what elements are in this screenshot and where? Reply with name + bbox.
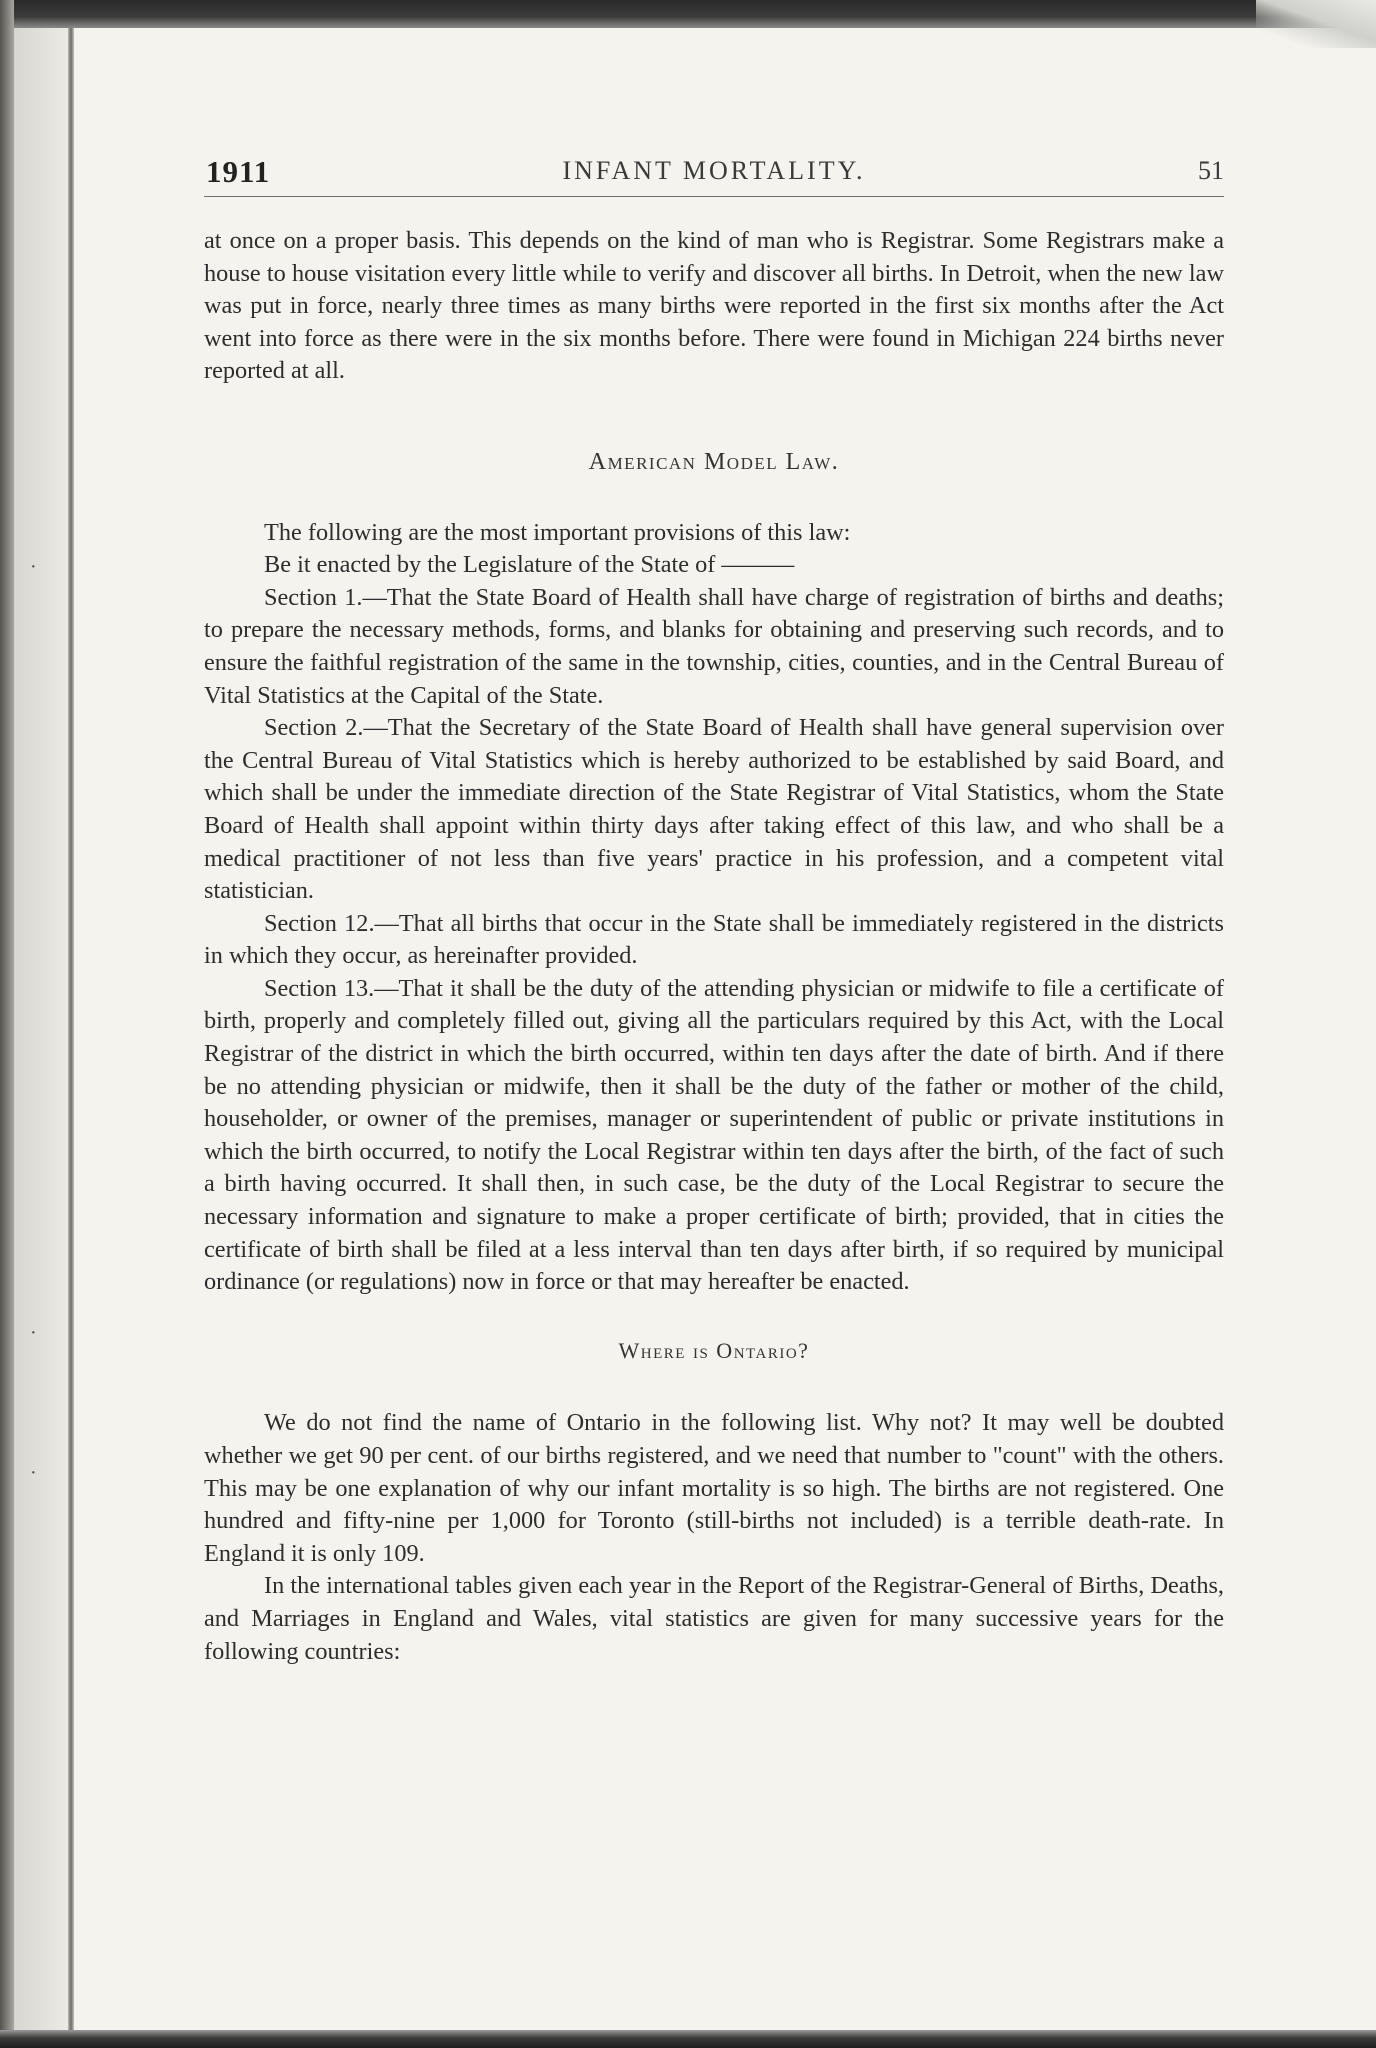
paragraph-section-12: Section 12.—That all births that occur in the State shall be immediately registered in the districts in which they occur, as hereinafter provided.: [204, 909, 1224, 970]
gutter-binding-line: [68, 28, 74, 2030]
running-head-title: INFANT MORTALITY.: [562, 156, 866, 185]
section-heading-model-law: American Model Law.: [588, 448, 840, 475]
margin-mark: ·: [30, 1322, 37, 1344]
body-text: [204, 225, 1224, 1668]
running-head: [204, 150, 1224, 197]
paragraph-provisions-intro: The following are the most important provisions of this law:: [264, 518, 851, 546]
paragraph-enacted: Be it enacted by the Legislature of the State of ———: [264, 551, 795, 579]
paragraph-section-13: Section 13.—That it shall be the duty of the attending physician or midwife to file a certificate of birth, properly and completely filled out, giving all the particulars required by this Act, with the Local Registrar of the district in which the birth occurred, within ten days after the date of birth. And if there be no attending physician or midwife, then it shall be the duty of the father or mother of the child, householder, or owner of the premises, manager or superintendent of public or private institutions in which the birth occurred, to notify the Local Registrar within ten days after the birth, of the fact of such a birth having occurred. It shall then, in such case, be the duty of the Local Registrar to secure the necessary information and signature to make a proper certificate of birth; provided, that in cities the certificate of birth shall be filed at a less interval than ten days after birth, if so required by municipal ordinance (or regulations) now in force or that may hereafter be enacted.: [204, 974, 1224, 1296]
scan-border-top: [0, 0, 1376, 28]
scan-border-bottom: [0, 2030, 1376, 2048]
paragraph-continuation: at once on a proper basis. This depends on the kind of man who is Registrar. Some Registrars make a house to house visitation every little while to verify and discover all births. In Detroit, when the new law was put in force, nearly three times as many births were reported in the first six months after the Act went into force as there were in the six months before. There were found in Michigan 224 births never reported at all.: [204, 227, 1224, 385]
page-corner-curl: [1256, 0, 1376, 48]
paragraph-ontario: We do not find the name of Ontario in the following list. Why not? It may well be doubted whether we get 90 per cent. of our births registered, and we need that number to "count" with the others. This may be one explanation of why our infant mortality is so high. The births are not registered. One hundred and fifty-nine per 1,000 for Toronto (still-births not included) is a terrible death-rate. In England it is only 109.: [204, 1409, 1224, 1567]
page-number: 51: [1198, 156, 1224, 185]
book-spine-edge: [0, 0, 14, 2048]
running-head-year: 1911: [206, 154, 271, 189]
section-heading-ontario: Where is Ontario?: [618, 1337, 810, 1363]
paragraph-section-1: Section 1.—That the State Board of Health shall have charge of registration of births and deaths; to prepare the necessary methods, forms, and blanks for obtaining and preserving such records, and to ensure the faithful registration of the same in the township, cities, counties, and in the Central Bureau of Vital Statistics at the Capital of the State.: [204, 583, 1224, 709]
margin-mark: ·: [30, 1462, 37, 1484]
paragraph-section-2: Section 2.—That the Secretary of the State Board of Health shall have general supervision over the Central Bureau of Vital Statistics which is hereby authorized to be established by said Board, and which shall be under the immediate direction of the State Registrar of Vital Statistics, whom the State Board of Health shall appoint within thirty days after taking effect of this law, and who shall be a medical practitioner of not less than five years' practice in his profession, and a competent vital statistician.: [204, 714, 1224, 905]
book-page: [204, 150, 1224, 1668]
gutter-shadow: [14, 28, 68, 2030]
paragraph-international: In the international tables given each year in the Report of the Registrar-General of Births, Deaths, and Marriages in England and Wales, vital statistics are given for many successive years for the following countries:: [204, 1572, 1224, 1665]
margin-mark: ·: [30, 556, 37, 578]
